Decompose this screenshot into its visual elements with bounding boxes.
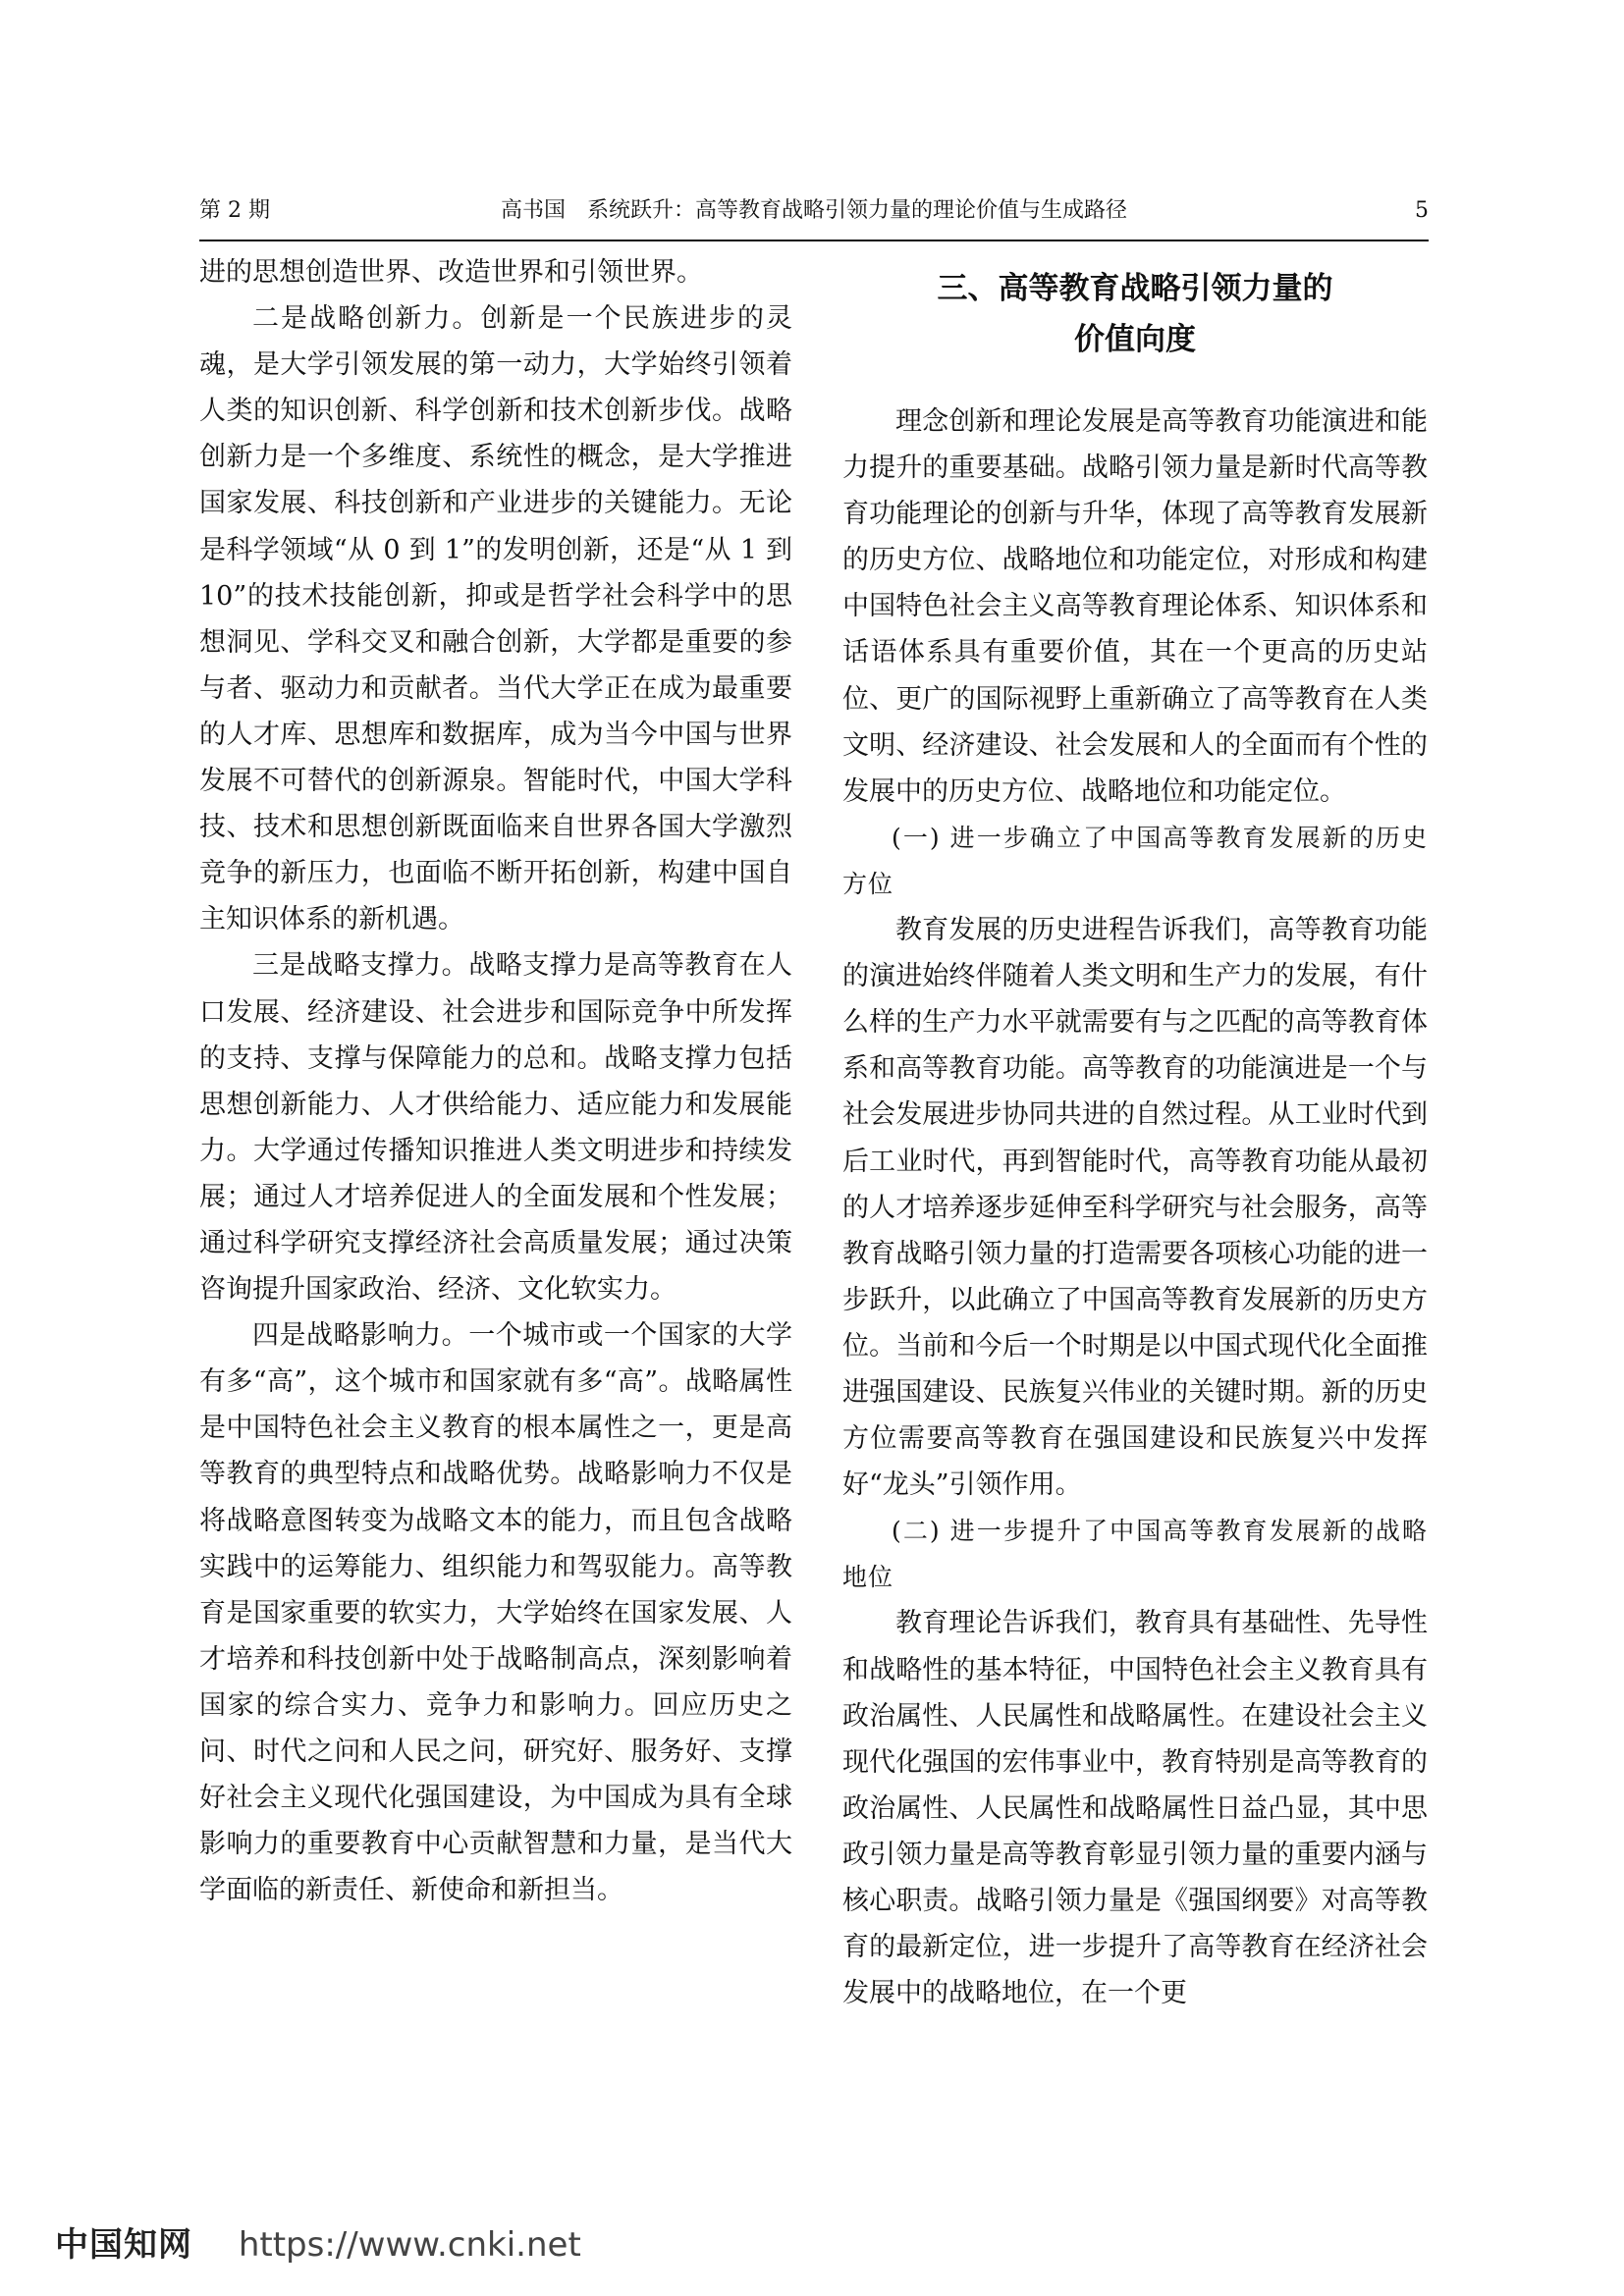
left-paragraph-4: 四是战略影响力。一个城市或一个国家的大学有多“高”，这个城市和国家就有多“高”。战略属性是中国特色社会主义教育的根本属性之一，更是高等教育的典型特点和战略优势。战略影响力不仅是将战略意图转变为战略文本的能力，而且包含战略实践中的运筹能力、组织能力和驾驭能力。高等教育是国家重要的软实力，大学始终在国家发展、人才培养和科技创新中处于战略制高点，深刻影响着国家的综合实力、竞争力和影响力。回应历史之问、时代之问和人民之问，研究好、服务好、支撑好社会主义现代化强国建设，为中国成为具有全球影响力的重要教育中心贡献智慧和力量，是当代大学面临的新责任、新使命和新担当。 (199, 1320, 792, 1906)
subsection-2-body: 教育理论告诉我们，教育具有基础性、先导性和战略性的基本特征，中国特色社会主义教育具有政治属性、人民属性和战略属性。在建设社会主义现代化强国的宏伟事业中，教育特别是高等教育的政治属性、人民属性和战略属性日益凸显，其中思政引领力量是高等教育彰显引领力量的重要内涵与核心职责。战略引领力量是《强国纲要》对高等教育的最新定位，进一步提升了高等教育在经济社会发展中的战略地位，在一个更 (842, 1608, 1428, 2009)
issue-number: 第 2 期 (199, 198, 270, 223)
left-paragraph-3: 三是战略支撑力。战略支撑力是高等教育在人口发展、经济建设、社会进步和国际竞争中所发挥的支持、支撑与保障能力的总和。战略支撑力包括思想创新能力、人才供给能力、适应能力和发展能力。大学通过传播知识推进人类文明进步和持续发展；通过人才培养促进人的全面发展和个性发展；通过科学研究支撑经济社会高质量发展；通过决策咨询提升国家政治、经济、文化软实力。 (199, 950, 792, 1306)
left-column (199, 249, 792, 2173)
running-header (199, 196, 1429, 226)
header-rule (199, 240, 1429, 241)
section-title-line-2: 价值向度 (1074, 322, 1196, 357)
subsection-2-title: (二) 进一步提升了中国高等教育发展新的战略地位 (842, 1517, 1428, 1592)
section-intro: 理念创新和理论发展是高等教育功能演进和能力提升的重要基础。战略引领力量是新时代高等教育功能理论的创新与升华，体现了高等教育发展新的历史方位、战略地位和功能定位，对形成和构建中国特色社会主义高等教育理论体系、知识体系和话语体系具有重要价值，其在一个更高的历史站位、更广的国际视野上重新确立了高等教育在人类文明、经济建设、社会发展和人的全面而有个性的发展中的历史方位、战略地位和功能定位。 (842, 406, 1428, 807)
running-title: 高书国 系统跃升：高等教育战略引领力量的理论价值与生成路径 (500, 198, 1127, 223)
right-column (842, 249, 1428, 2173)
section-title (842, 263, 1428, 365)
subsection-1-body: 教育发展的历史进程告诉我们，高等教育功能的演进始终伴随着人类文明和生产力的发展，有什么样的生产力水平就需要有与之匹配的高等教育体系和高等教育功能。高等教育的功能演进是一个与社会发展进步协同共进的自然过程。从工业时代到后工业时代，再到智能时代，高等教育功能从最初的人才培养逐步延伸至科学研究与社会服务，高等教育战略引领力量的打造需要各项核心功能的进一步跃升，以此确立了中国高等教育发展新的历史方位。当前和今后一个时期是以中国式现代化全面推进强国建设、民族复兴伟业的关键时期。新的历史方位需要高等教育在强国建设和民族复兴中发挥好“龙头”引领作用。 (842, 915, 1428, 1501)
cnki-watermark (55, 2220, 581, 2269)
section-title-line-1: 三、高等教育战略引领力量的 (937, 271, 1333, 306)
left-paragraph-2: 二是战略创新力。创新是一个民族进步的灵魂，是大学引领发展的第一动力，大学始终引领着人类的知识创新、科学创新和技术创新步伐。战略创新力是一个多维度、系统性的概念，是大学推进国家发展、科技创新和产业进步的关键能力。无论是科学领域“从 0 到 1”的发明创新，还是“从 1 到 10”的技术技能创新，抑或是哲学社会科学中的思想洞见、学科交叉和融合创新，大学都是重要的参与者、驱动力和贡献者。当代大学正在成为最重要的人才库、思想库和数据库，成为当今中国与世界发展不可替代的创新源泉。智能时代，中国大学科技、技术和思想创新既面临来自世界各国大学激烈竞争的新压力，也面临不断开拓创新，构建中国自主知识体系的新机遇。 (199, 303, 792, 935)
left-paragraph-1: 进的思想创造世界、改造世界和引领世界。 (199, 257, 703, 288)
cnki-url[interactable]: https://www.cnki.net (238, 2225, 581, 2265)
cnki-brand: 中国知网 (55, 2225, 192, 2265)
subsection-1-title: (一) 进一步确立了中国高等教育发展新的历史方位 (842, 823, 1428, 898)
page-number: 5 (1415, 198, 1429, 223)
